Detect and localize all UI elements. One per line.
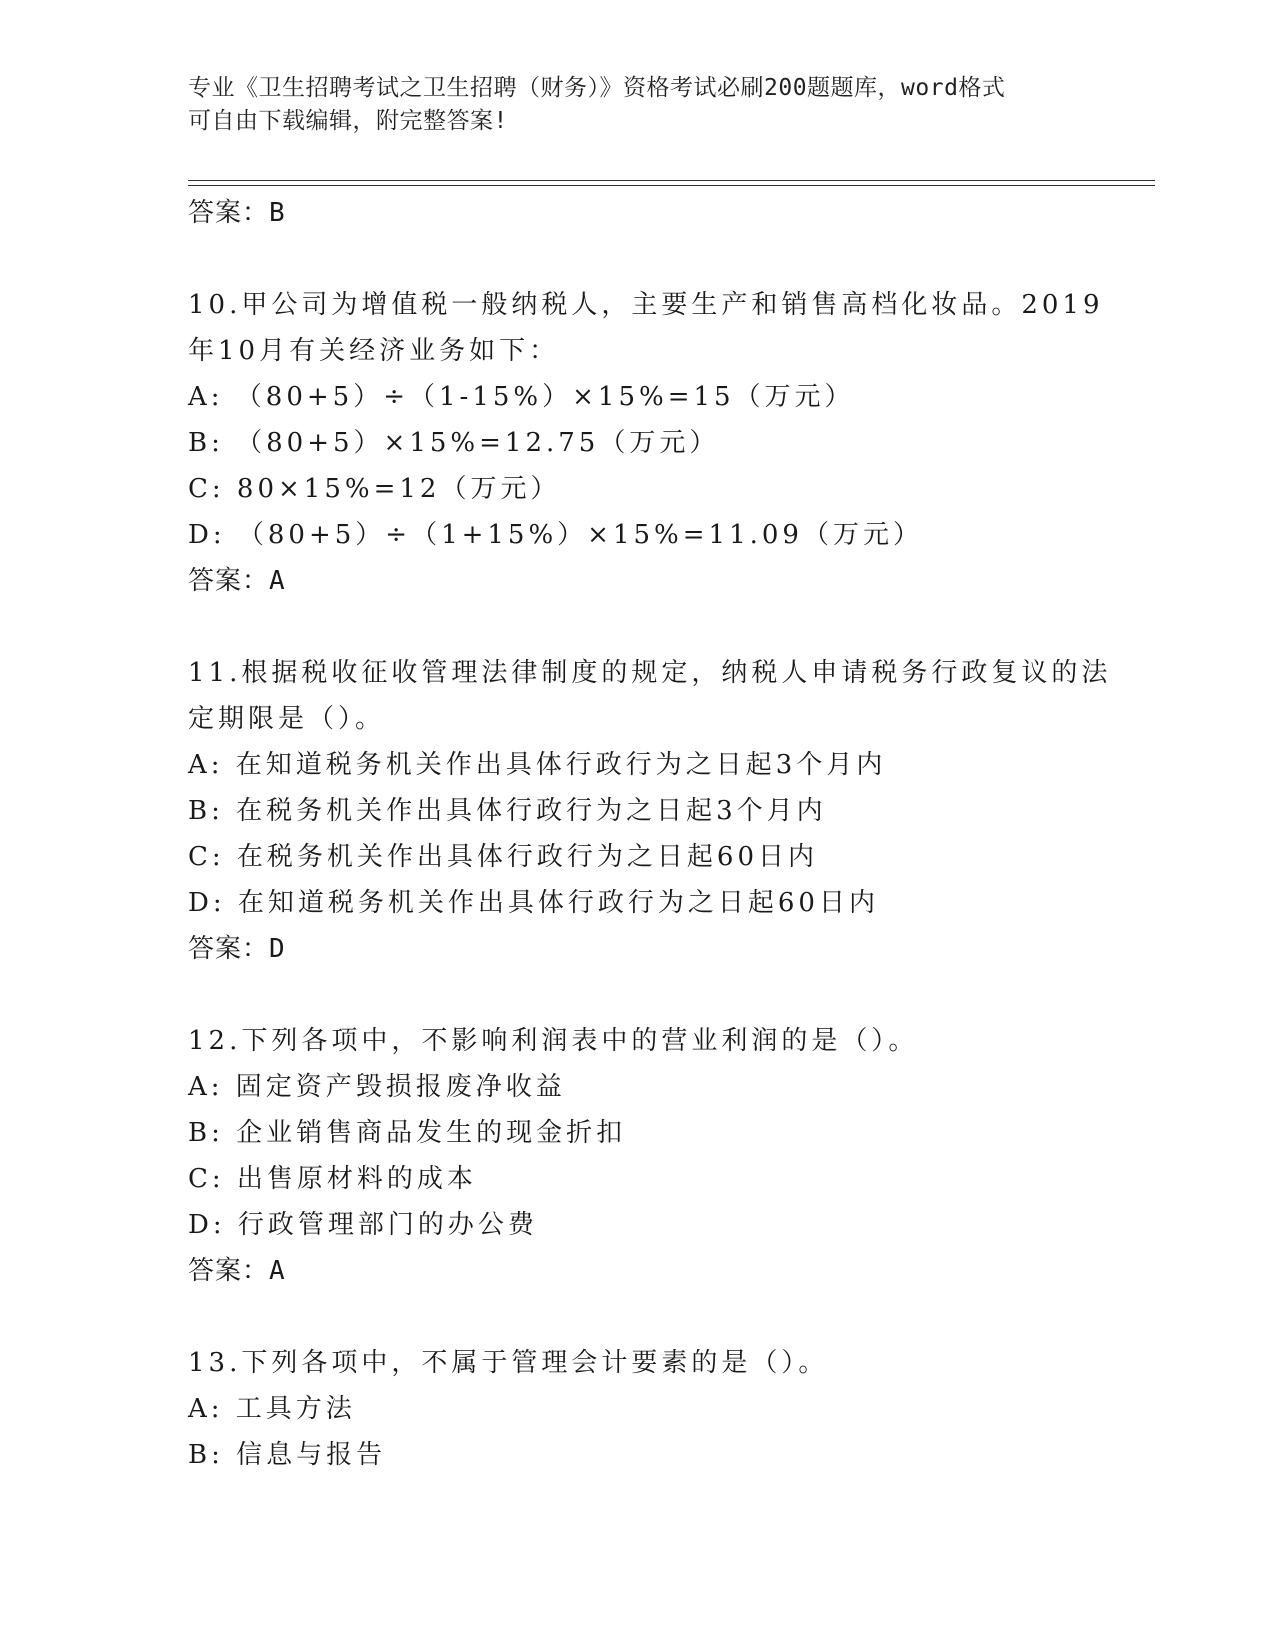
header-divider-top	[188, 180, 1155, 181]
option-b: B: 在税务机关作出具体行政行为之日起3个月内	[188, 796, 827, 826]
option-d: D: （80+5）÷（1+15%）×15%=11.09（万元）	[188, 520, 923, 550]
header-line-2: 可自由下载编辑，附完整答案!	[188, 108, 508, 134]
question-stem: 10.甲公司为增值税一般纳税人，主要生产和销售高档化妆品。2019	[188, 290, 1104, 320]
option-c: C: 出售原材料的成本	[188, 1164, 477, 1194]
header-line-1: 专业《卫生招聘考试之卫生招聘（财务）》资格考试必刷200题题库，word格式	[188, 75, 1006, 101]
question-stem: 定期限是（）。	[188, 704, 386, 734]
question-block	[188, 650, 1138, 972]
option-b: B: 信息与报告	[188, 1440, 387, 1470]
question-stem: 13.下列各项中，不属于管理会计要素的是（）。	[188, 1348, 829, 1378]
question-stem: 年10月有关经济业务如下：	[188, 336, 560, 366]
spacer	[188, 1294, 1138, 1340]
option-a: A: 固定资产毁损报废净收益	[188, 1072, 566, 1102]
header-divider-bottom	[188, 185, 1155, 186]
question-block	[188, 1340, 1138, 1478]
option-d: D: 在知道税务机关作出具体行政行为之日起60日内	[188, 888, 879, 918]
answer-line: 答案：D	[188, 934, 286, 964]
question-stem: 12.下列各项中，不影响利润表中的营业利润的是（）。	[188, 1026, 919, 1056]
option-a: A: 工具方法	[188, 1394, 356, 1424]
spacer	[188, 972, 1138, 1018]
spacer	[188, 236, 1138, 282]
question-block	[188, 282, 1138, 604]
question-content	[188, 190, 1138, 1478]
answer-line: 答案：A	[188, 566, 286, 596]
option-a: A: （80+5）÷（1-15%）×15%=15（万元）	[188, 382, 855, 412]
spacer	[188, 604, 1138, 650]
answer-line: 答案：B	[188, 198, 286, 228]
option-a: A: 在知道税务机关作出具体行政行为之日起3个月内	[188, 750, 887, 780]
page-header	[188, 72, 1078, 138]
option-d: D: 行政管理部门的办公费	[188, 1210, 538, 1240]
question-stem: 11.根据税收征收管理法律制度的规定，纳税人申请税务行政复议的法	[188, 658, 1112, 688]
question-block	[188, 1018, 1138, 1294]
option-b: B: （80+5）×15%=12.75（万元）	[188, 428, 720, 458]
answer-line: 答案：A	[188, 1256, 286, 1286]
option-b: B: 企业销售商品发生的现金折扣	[188, 1118, 627, 1148]
option-c: C: 80×15%=12（万元）	[188, 474, 561, 504]
option-c: C: 在税务机关作出具体行政行为之日起60日内	[188, 842, 819, 872]
